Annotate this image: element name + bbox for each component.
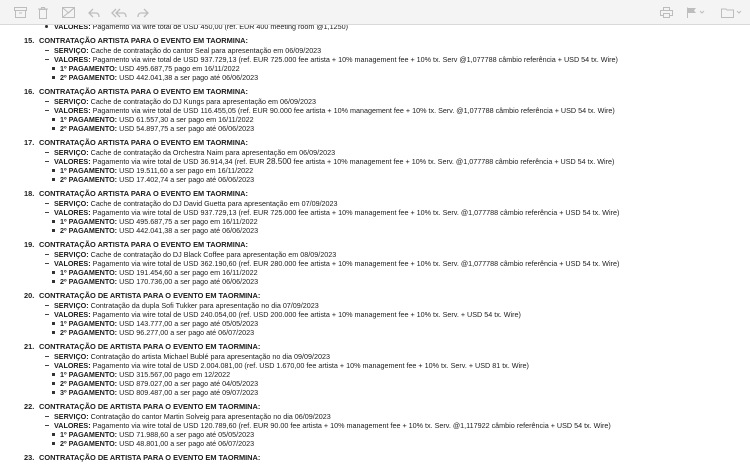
bullet [45, 59, 49, 60]
bullet [52, 220, 55, 223]
contract-section [0, 342, 750, 397]
pagamento-line: 1º PAGAMENTO: USD 315.567,00 pago em 12/2022 [60, 370, 750, 379]
mail-toolbar [0, 0, 750, 25]
bullet [45, 416, 49, 417]
section-title: CONTRATAÇÃO ARTISTA PARA O EVENTO EM TAORMINA: [39, 87, 248, 96]
servico-line: SERVIÇO: Cache de contratação do DJ Kungs para apresentação em 06/09/2023 [54, 97, 750, 106]
contract-section [0, 453, 750, 463]
valores-line: VALORES: Pagamento via wire total de USD 2.004.081,00 (ref. USD 1.670,00 fee artista + 10% management fee + 10% tx. Serv. + USD 81 tx. Wire) [54, 361, 750, 370]
pagamento-line: 1º PAGAMENTO: USD 495.687,75 a ser pago em 16/11/2022 [60, 217, 750, 226]
pagamento-line: 1º PAGAMENTO: USD 61.557,30 a ser pago em 16/11/2022 [60, 115, 750, 124]
servico-line: SERVIÇO: Cache de contratação do DJ Black Coffee para apresentação em 08/09/2023 [54, 250, 750, 259]
section-heading [24, 87, 750, 97]
bullet [52, 382, 55, 385]
bullet [45, 101, 49, 102]
bullet [52, 178, 55, 181]
contract-section [0, 36, 750, 82]
bullet [52, 442, 55, 445]
pagamento-line: 3º PAGAMENTO: USD 809.487,00 a ser pago até 09/07/2023 [60, 388, 750, 397]
valores-line: VALORES: Pagamento via wire total de USD 937.729,13 (ref. EUR 725.000 fee artista + 10% management fee + 10% tx. Serv. @1,077788 câmbio referência + USD 54 tx. Wire) [54, 208, 750, 217]
contract-section [0, 291, 750, 337]
section-number: 23. [24, 453, 35, 462]
servico-line: SERVIÇO: Contratação do cantor Martin Solveig para apresentação no dia 06/09/2023 [54, 412, 750, 421]
pagamento-line: 1º PAGAMENTO: USD 191.454,60 a ser pago em 16/11/2022 [60, 268, 750, 277]
bullet [45, 25, 48, 28]
section-number: 17. [24, 138, 35, 147]
bullet [52, 322, 55, 325]
bullet [52, 280, 55, 283]
pagamento-line: 1º PAGAMENTO: USD 19.511,60 a ser pago em 16/11/2022 [60, 166, 750, 175]
reply-icon[interactable] [87, 5, 101, 20]
message-body [0, 25, 750, 469]
bullet [45, 263, 49, 264]
pagamento-line: 2º PAGAMENTO: USD 54.897,75 a ser pago até 06/06/2023 [60, 124, 750, 133]
forward-icon[interactable] [136, 5, 150, 20]
pagamento-line: 2º PAGAMENTO: USD 170.736,00 a ser pago até 06/06/2023 [60, 277, 750, 286]
bullet [45, 50, 49, 51]
trash-icon[interactable] [36, 5, 50, 20]
servico-line: SERVIÇO: Contratação do artista Michael Bublé para apresentação no dia 09/09/2023 [54, 352, 750, 361]
servico-line: SERVIÇO: Cache de contratação do cantor Seal para apresentação em 06/09/2023 [54, 46, 750, 55]
bullet [45, 365, 49, 366]
section-heading [24, 453, 750, 463]
bullet [52, 373, 55, 376]
pagamento-line: 1º PAGAMENTO: USD 143.777,00 a ser pago até 05/05/2023 [60, 319, 750, 328]
valores-line: VALORES: Pagamento via wire total de USD 937.729,13 (ref. EUR 725.000 fee artista + 10% management fee + 10% tx. Serv @1,077788 câmbio referência + USD 54 tx. Wire) [54, 55, 750, 64]
junk-icon[interactable] [60, 5, 76, 20]
section-title: CONTRATAÇÃO DE ARTISTA PARA O EVENTO EM TAORMINA: [39, 291, 261, 300]
contract-section [0, 240, 750, 286]
pagamento-line: 1º PAGAMENTO: USD 71.988,60 a ser pago até 05/05/2023 [60, 430, 750, 439]
bullet [45, 356, 49, 357]
servico-line: SERVIÇO: Contratação da dupla Sofi Tukker para apresentação no dia 07/09/2023 [54, 301, 750, 310]
valores-line: VALORES: Pagamento via wire total de USD 36.914,34 (ref. EUR 28.500 fee artista + 10% management fee + 10% tx. Serv. @1,077788 câmbio referência + USD 54 tx. Wire) [54, 157, 750, 166]
pagamento-line: 2º PAGAMENTO: USD 442.041,38 a ser pago até 06/06/2023 [60, 73, 750, 82]
bullet [52, 229, 55, 232]
bullet [52, 271, 55, 274]
valores-line: VALORES: Pagamento via wire total de USD 116.455,05 (ref. EUR 90.000 fee artista + 10% management fee + 10% tx. Serv. @1,077788 câmbio referência + USD 54 tx. Wire) [54, 106, 750, 115]
bullet [52, 433, 55, 436]
section-heading [24, 402, 750, 412]
move-icon[interactable] [720, 5, 744, 20]
previous-valores-line: VALORES: Pagamento via wire total de USD 450,00 (ref. EUR 400 meeting room @1,1250) [54, 25, 750, 31]
section-heading [24, 189, 750, 199]
section-number: 18. [24, 189, 35, 198]
bullet [45, 305, 49, 306]
bullet [45, 314, 49, 315]
valores-line: VALORES: Pagamento via wire total de USD 120.789,60 (ref. EUR 90.00 fee artista + 10% management fee + 10% tx. Serv. @1,117922 câmbio referência + USD 54 tx. Wire) [54, 421, 750, 430]
bullet [52, 118, 55, 121]
bullet [52, 391, 55, 394]
section-title: CONTRATAÇÃO DE ARTISTA PARA O EVENTO EM TAORMINA: [39, 342, 261, 351]
bullet [45, 152, 49, 153]
section-number: 20. [24, 291, 35, 300]
bullet [45, 212, 49, 213]
pagamento-line: 2º PAGAMENTO: USD 879.027,00 a ser pago até 04/05/2023 [60, 379, 750, 388]
contract-section [0, 138, 750, 184]
bullet [52, 331, 55, 334]
pagamento-line: 2º PAGAMENTO: USD 48.801,00 a ser pago até 06/07/2023 [60, 439, 750, 448]
section-heading [24, 138, 750, 148]
section-number: 16. [24, 87, 35, 96]
section-heading [24, 342, 750, 352]
section-number: 19. [24, 240, 35, 249]
bullet [52, 76, 55, 79]
section-heading [24, 291, 750, 301]
flag-icon[interactable] [685, 5, 707, 20]
section-number: 22. [24, 402, 35, 411]
pagamento-line: 2º PAGAMENTO: USD 442.041,38 a ser pago até 06/06/2023 [60, 226, 750, 235]
section-title: CONTRATAÇÃO ARTISTA PARA O EVENTO EM TAORMINA: [39, 36, 248, 45]
bullet [45, 161, 49, 162]
section-number: 21. [24, 342, 35, 351]
section-title: CONTRATAÇÃO ARTISTA PARA O EVENTO EM TAORMINA: [39, 189, 248, 198]
pagamento-line: 1º PAGAMENTO: USD 495.687,75 pago em 16/11/2022 [60, 64, 750, 73]
valores-line: VALORES: Pagamento via wire total de USD 240.054,00 (ref. USD 200.000 fee artista + 10% management fee + 10% tx. Serv. + USD 54 tx. Wire) [54, 310, 750, 319]
bullet [45, 425, 49, 426]
servico-line: SERVIÇO: Cache de contratação do DJ David Guetta para apresentação em 07/09/2023 [54, 199, 750, 208]
reply-all-icon[interactable] [110, 5, 128, 20]
pagamento-line: 2º PAGAMENTO: USD 96.277,00 a ser pago até 06/07/2023 [60, 328, 750, 337]
bullet [45, 110, 49, 111]
pagamento-line: 2º PAGAMENTO: USD 17.402,74 a ser pago até 06/06/2023 [60, 175, 750, 184]
archive-icon[interactable] [12, 5, 28, 20]
section-heading [24, 240, 750, 250]
section-title: CONTRATAÇÃO DE ARTISTA PARA O EVENTO EM TAORMINA: [39, 402, 261, 411]
bullet [52, 127, 55, 130]
contract-section [0, 189, 750, 235]
section-number: 15. [24, 36, 35, 45]
contract-section [0, 87, 750, 133]
contract-section [0, 402, 750, 448]
section-title: CONTRATAÇÃO ARTISTA PARA O EVENTO EM TAORMINA: [39, 138, 248, 147]
bullet [52, 67, 55, 70]
bullet [45, 254, 49, 255]
contract-sections [0, 36, 750, 463]
print-icon[interactable] [658, 5, 674, 20]
servico-line: SERVIÇO: Cache de contratação da Orchestra Naim para apresentação em 06/09/2023 [54, 148, 750, 157]
section-title: CONTRATAÇÃO DE ARTISTA PARA O EVENTO EM TAORMINA: [39, 453, 261, 462]
bullet [45, 203, 49, 204]
valores-line: VALORES: Pagamento via wire total de USD 362.190,60 (ref. EUR 280.000 fee artista + 10% management fee + 10% tx. Serv. @1,077788 câmbio referência + USD 54 tx. Wire) [54, 259, 750, 268]
section-title: CONTRATAÇÃO ARTISTA PARA O EVENTO EM TAORMINA: [39, 240, 248, 249]
bullet [52, 169, 55, 172]
section-heading [24, 36, 750, 46]
